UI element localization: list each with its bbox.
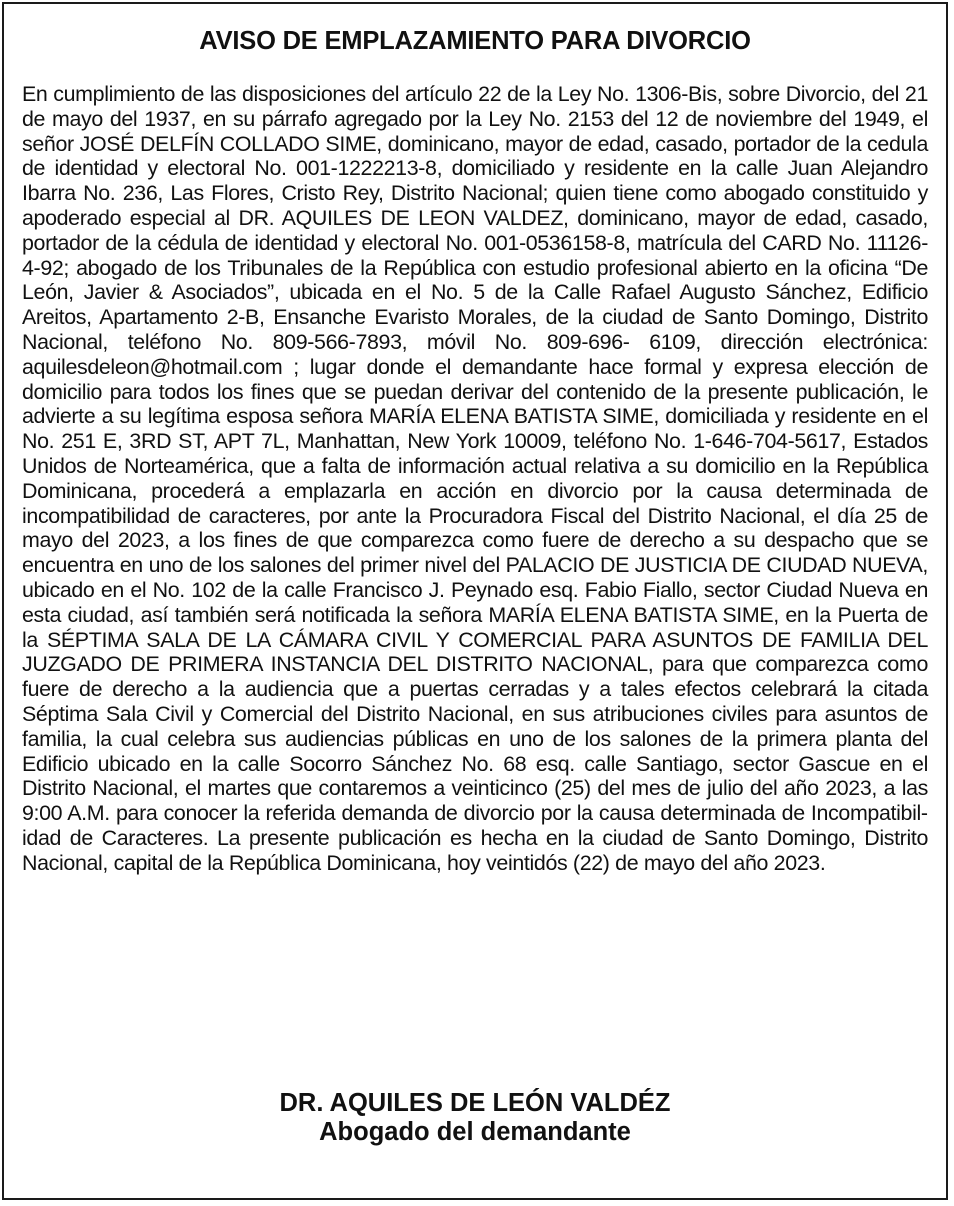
signature-role: Abogado del demandante (319, 1118, 631, 1146)
notice-title: AVISO DE EMPLAZAMIENTO PARA DIVORCIO (199, 27, 751, 55)
notice-body: En cumplimiento de las disposiciones del artículo 22 de la Ley No. 1306-Bis, sobre Divorcio, del 21 de mayo del 1937, en su párrafo agregado por la Ley No. 2153 del 12 de noviembre del 1949, el señor JOSÉ DELFÍN COLLADO SIME, dominicano, mayor de edad, casado, portador de la cedula de identidad y electoral No. 001-1222213-8, domiciliado y residente en la calle Juan Alejandro Ibarra No. 236, Las Flores, Cristo Rey, Distrito Nacional; quien tiene como abogado constituido y apoderado especial al DR. AQUILES DE LEON VALDEZ, dominicano, mayor de edad, casado, portador de la cédula de identidad y electoral No. 001-0536158-8, matrícula del CARD No. 11126-4-92; abogado de los Tribunales de la República con estudio profesional abierto en la oficina “De León, Javier & Asociados”, ubicada en el No. 5 de la Calle Rafael Augusto Sánchez, Edificio Areitos, Apartamento 2-B, Ensanche Evaristo Morales, de la ciudad de Santo Domingo, Distrito Nacional, teléfono No. 809-566-7893, móvil No. 809-696- 6109, dirección electrónica: aquilesdeleon@hotmail.com ; lugar donde el demandante hace formal y expresa elección de domicilio para todos los fines que se puedan derivar del contenido de la presente publicación, le advierte a su legítima esposa señora MARÍA ELENA BATISTA SIME, domiciliada y residente en el No. 251 E, 3RD ST, APT 7L, Manhattan, New York 10009, teléfono No. 1-646-704-5617, Estados Unidos de Norteamérica, que a falta de información actual relativa a su domicilio en la República Dominicana, procederá a emplazarla en acción en divorcio por la causa determinada de incompatibilidad de caracteres, por ante la Procuradora Fiscal del Distrito Nacional, el día 25 de mayo del 2023, a los fines de que comparezca como fuere de derecho a su despacho que se encuentra en uno de los salones del primer nivel del PALACIO DE JUSTICIA DE CIUDAD NUEVA, ubicado en el No. 102 de la calle Francisco J. Peynado esq. Fabio Fiallo, sector Ciudad Nueva en esta ciudad, así también será notificada la señora MARÍA ELENA BATISTA SIME, en la Puerta de la SÉPTIMA SALA DE LA CÁMARA CIVIL Y COMERCIAL PARA ASUNTOS DE FAMILIA DEL JUZGADO DE PRIMERA INSTANCIA DEL DISTRITO NACIONAL, para que comparezca como fuere de derecho a la audiencia que a puertas cerradas y a tales efectos celebrará la citada Séptima Sala Civil y Comercial del Distrito Nacional, en sus atribuciones civiles para asuntos de familia, la cual celebra sus audiencias públicas en uno de los salones de la primera planta del Edificio ubicado en la calle Socorro Sánchez No. 68 esq. calle Santiago, sector Gascue en el Distrito Nacional, el martes que contaremos a veinticinco (25) del mes de julio del año 2023, a las 9:00 A.M. para conocer la referida demanda de divorcio por la causa determinada de Incompatibilidad de Caracteres. La presente publicación es hecha en la ciudad de Santo Domingo, Distrito Nacional, capital de la República Dominicana, hoy veintidós (22) de mayo del año 2023. (22, 82, 928, 875)
signature-name: DR. AQUILES DE LEÓN VALDÉZ (279, 1089, 671, 1117)
